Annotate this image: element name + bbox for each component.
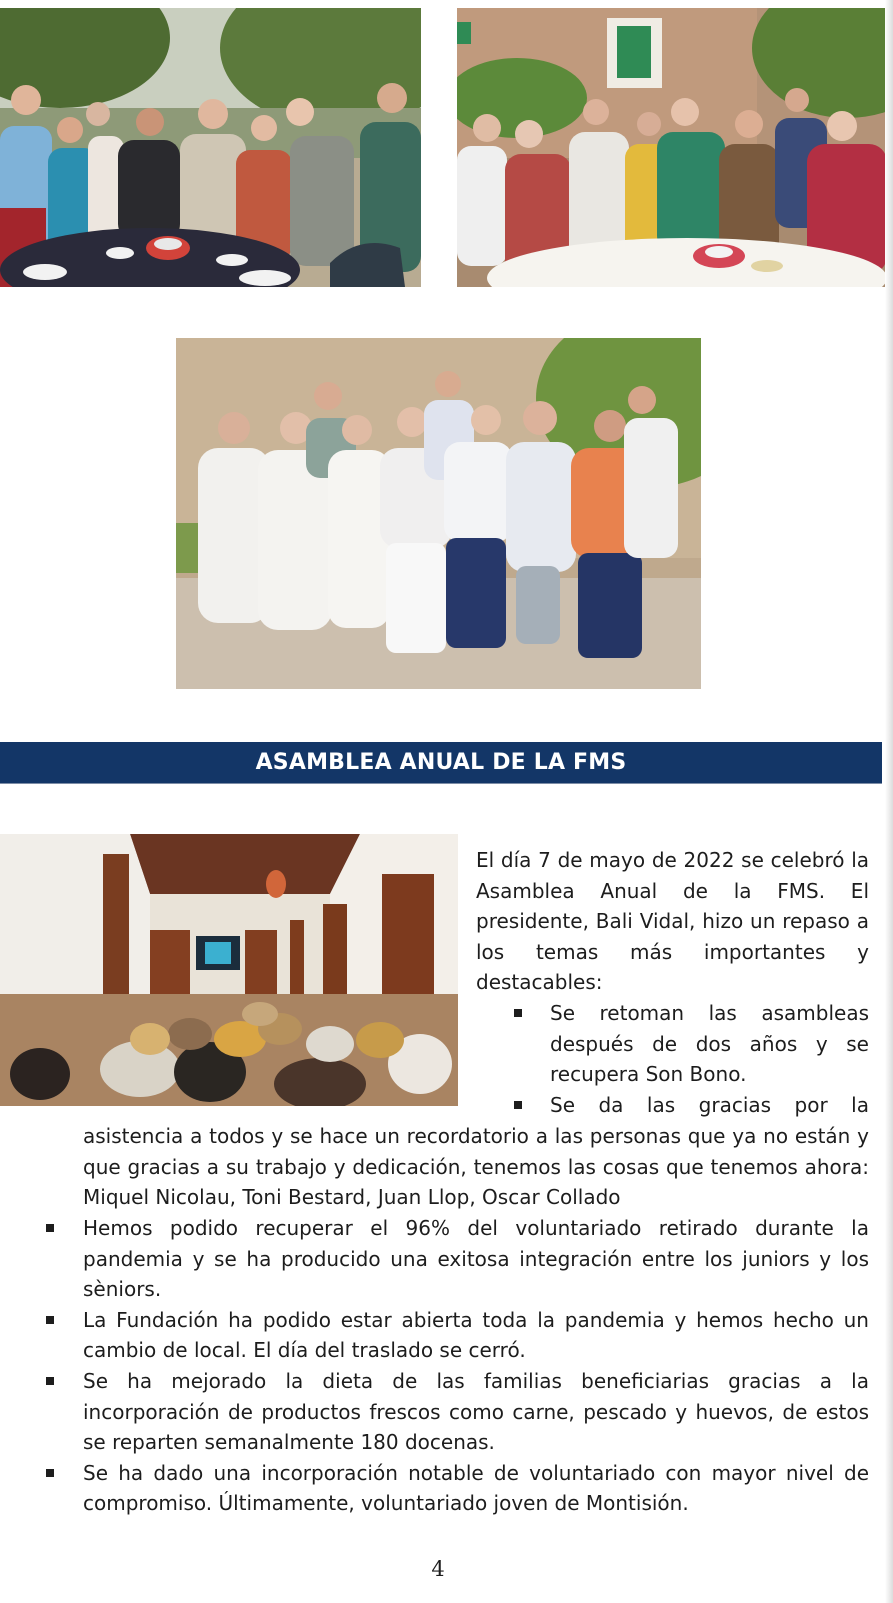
list-item [476, 998, 869, 1090]
list-item-text: La Fundación ha podido estar abierta toda la pandemia y hemos hecho un cambio de local. El día del traslado se cerró. [83, 1307, 869, 1363]
group-photo-table-white [457, 8, 890, 287]
bullet-icon [46, 1316, 54, 1324]
intro-paragraph: El día 7 de mayo de 2022 se celebró la Asamblea Anual de la FMS. El presidente, Bali Vidal, hizo un repaso a los temas más importantes y destacables: [476, 848, 869, 995]
list-item [0, 1305, 869, 1366]
list-item [0, 1213, 869, 1305]
intro-list [476, 998, 869, 1120]
list-item-continuation: asistencia a todos y se hace un recordatorio a las personas que ya no están y que gracias a su trabajo y dedicación, tenemos las cosas que tenemos ahora: Miquel Nicolau, Toni Bestard, Juan Llop, Oscar Collado [83, 1124, 869, 1210]
bullet-icon [514, 1101, 522, 1109]
list-item [476, 1090, 869, 1121]
bullet-icon [46, 1224, 54, 1232]
group-photo-table-dark [0, 8, 421, 287]
page-edge-shadow [885, 0, 893, 1603]
list-item [0, 1458, 869, 1519]
list-item-text: Se retoman las asambleas después de dos años y se recupera Son Bono. [550, 1001, 869, 1087]
assembly-room-photo [0, 834, 458, 1106]
list-item-text: Se ha mejorado la dieta de las familias beneficiarias gracias a la incorporación de productos frescos como carne, pescado y huevos, de estos se reparten semanalmente 180 docenas. [83, 1368, 869, 1455]
section-banner [0, 742, 882, 783]
main-list [0, 1213, 869, 1519]
bullet-icon [46, 1469, 54, 1477]
list-item-text: Hemos podido recuperar el 96% del voluntariado retirado durante la pandemia y se ha producido una exitosa integración entre los juniors y los sèniors. [83, 1216, 869, 1302]
page-number: 4 [431, 1557, 445, 1581]
bullet-icon [514, 1009, 522, 1017]
bullet-icon [46, 1377, 54, 1385]
banner-divider [0, 783, 882, 784]
list-item-text: Se da las gracias por la [550, 1092, 869, 1117]
list-item [0, 1366, 869, 1458]
section-title: ASAMBLEA ANUAL DE LA FMS [255, 750, 627, 775]
list-item-text: Se ha dado una incorporación notable de voluntariado con mayor nivel de compromiso. Últimamente, voluntariado joven de Montisión. [83, 1460, 869, 1516]
group-photo-standing [176, 338, 701, 689]
